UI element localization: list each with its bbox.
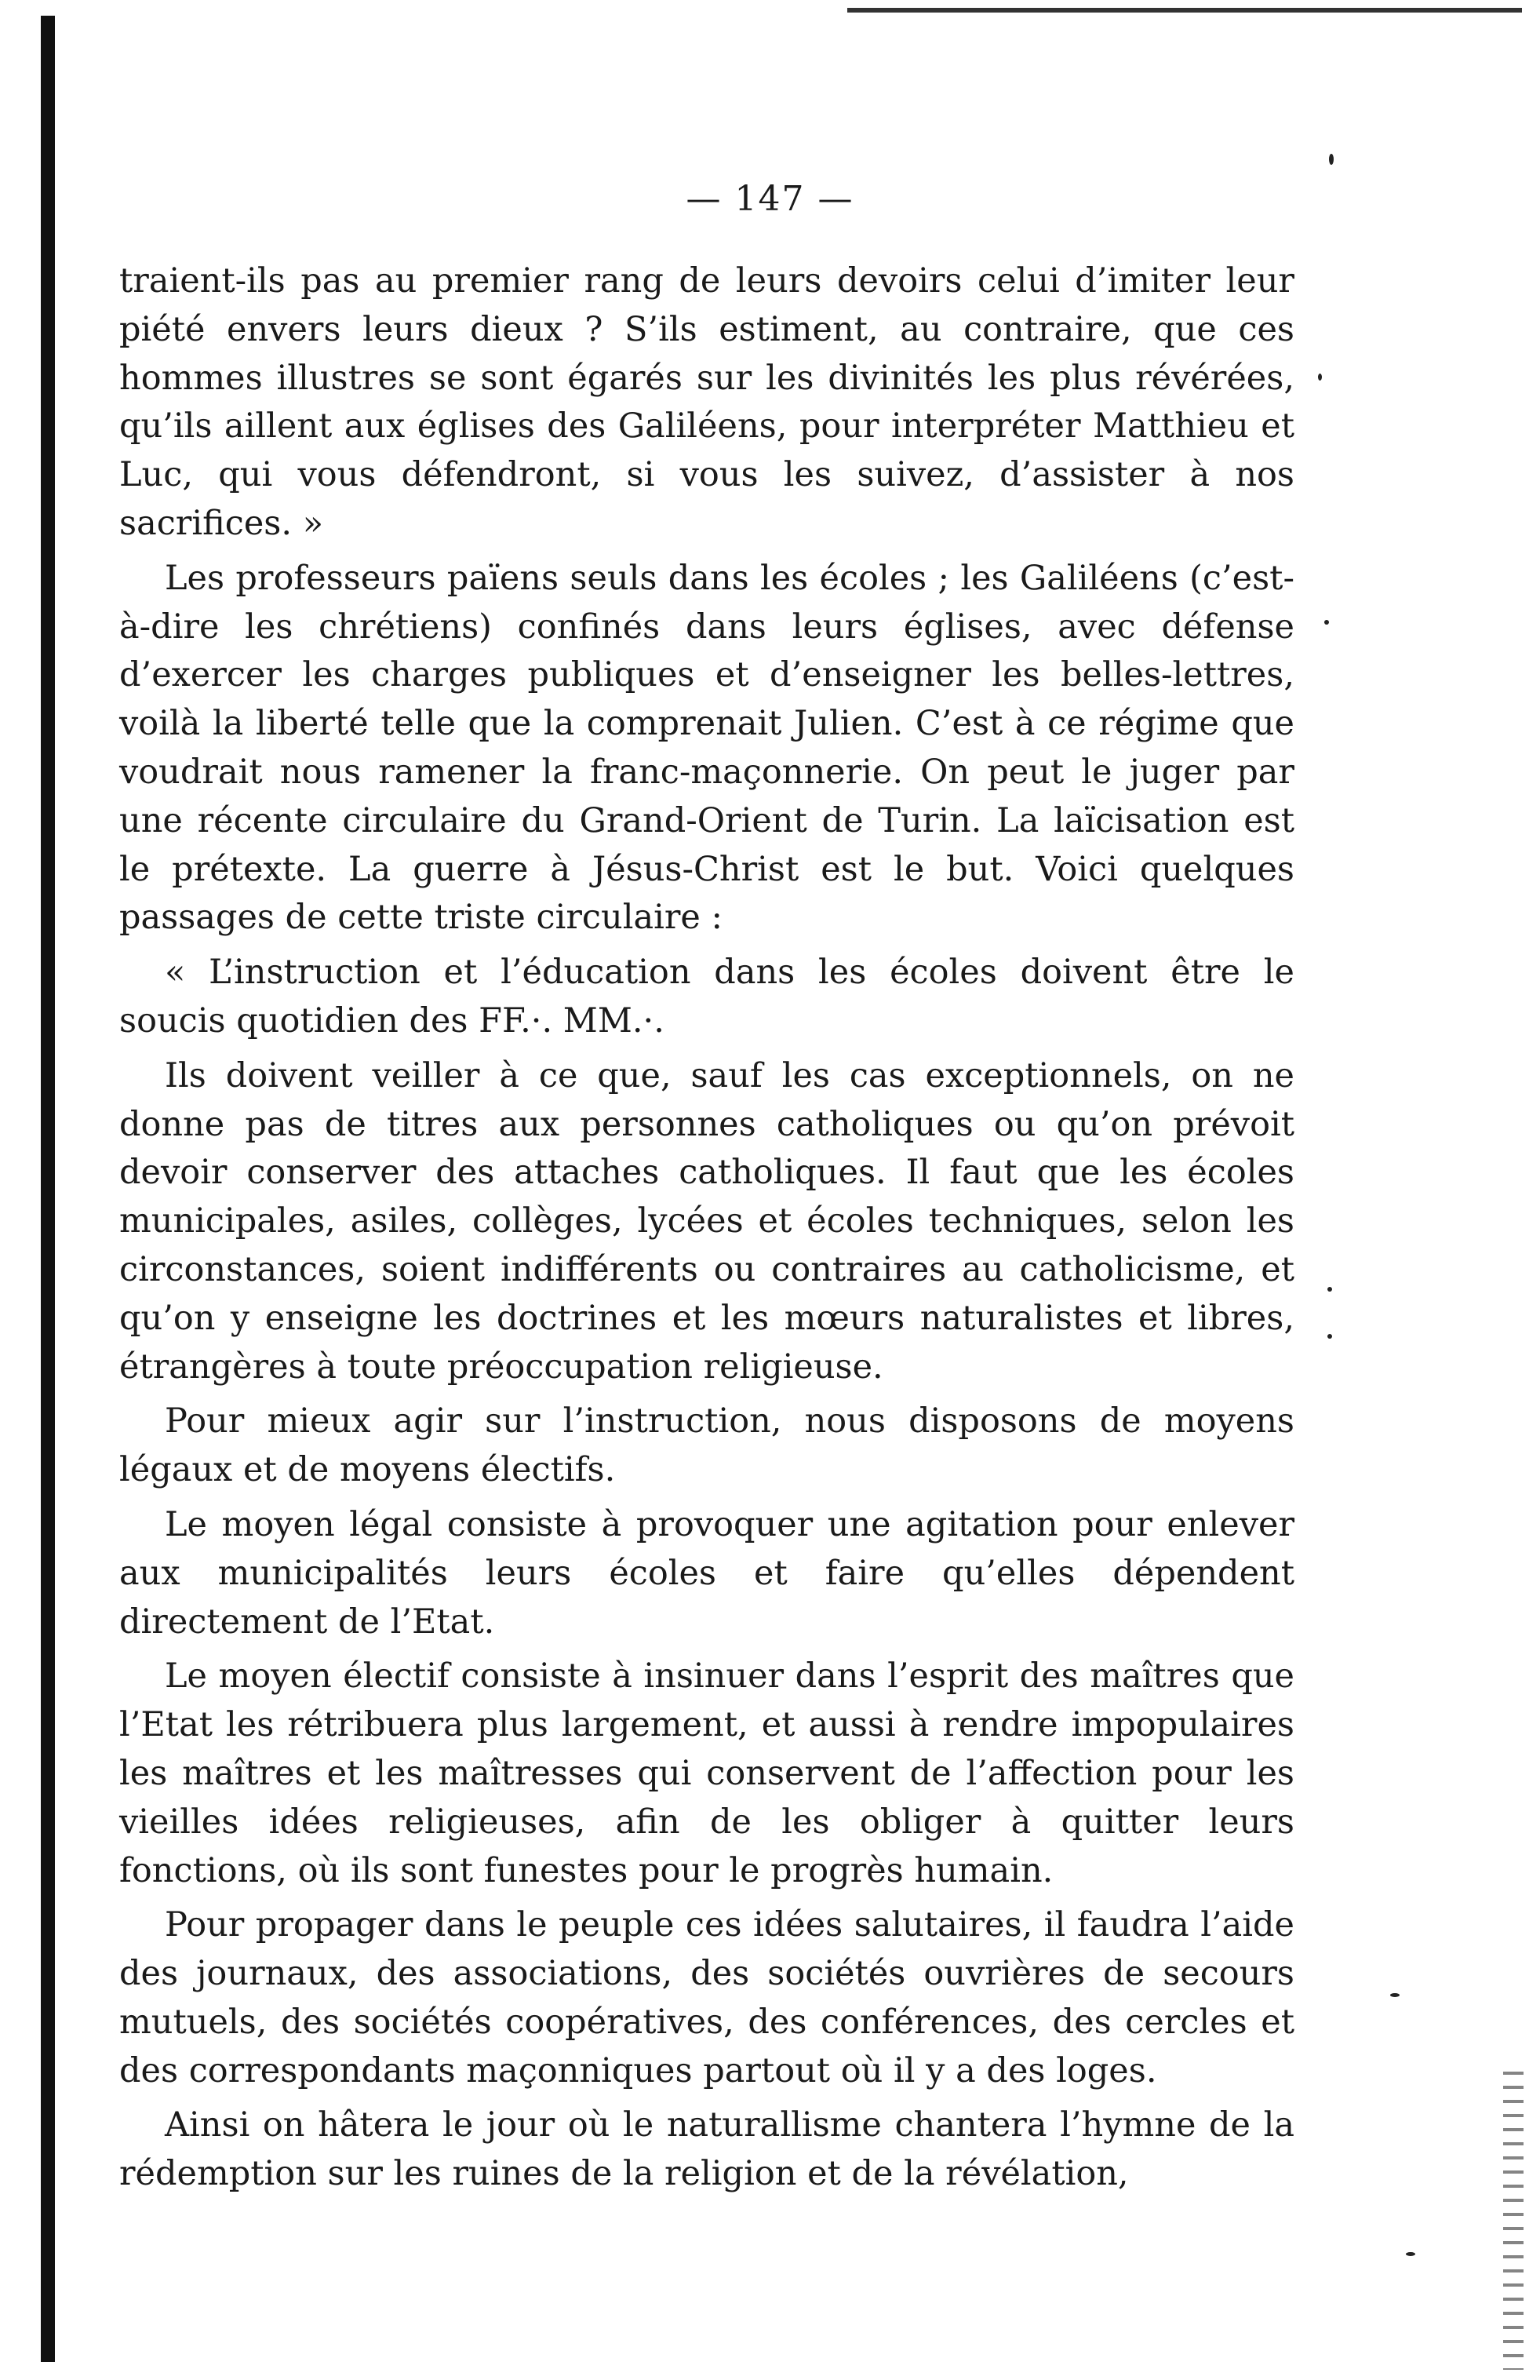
- scan-speck: [1324, 620, 1329, 625]
- paragraph-quote-start: « L’instruction et l’éducation dans les écoles doivent être le soucis quotidien des FF.·. MM.·.: [119, 953, 1294, 1041]
- paragraph: Ils doivent veiller à ce que, sauf les cas exceptionnels, on ne donne pas de titres aux personnes catholiques ou qu’on prévoit devoir conserver des attaches catholiques. Il faut que les écoles municipales, asiles, collèges, lycées et écoles techniques, selon les circonstances, soient indifférents ou contraires au catholicisme, et qu’on y enseigne les doctrines et les mœurs naturalistes et libres, étrangères à toute préoccupation religieuse.: [119, 1055, 1294, 1387]
- paragraph: Pour propager dans le peuple ces idées salutaires, il faudra l’aide des journaux, des associations, des sociétés ouvrières de secours mutuels, des sociétés coopératives, des conférences, des cercles et des correspondants maçonniques partout où il y a des loges.: [119, 1905, 1294, 2090]
- scan-speck: [1327, 1287, 1332, 1292]
- scan-top-rule: [847, 8, 1522, 13]
- scan-speck: [1327, 1334, 1332, 1339]
- scan-speck: [1406, 2252, 1415, 2256]
- scan-speck: [1390, 1993, 1400, 1997]
- paragraph: Pour mieux agir sur l’instruction, nous disposons de moyens légaux et de moyens électifs.: [119, 1401, 1294, 1490]
- scan-speck: [1318, 374, 1322, 381]
- page-binding-edge: [41, 16, 55, 2362]
- page-number: — 147 —: [686, 179, 854, 219]
- paragraph: Le moyen légal consiste à provoquer une agitation pour enlever aux municipalités leurs écoles et faire qu’elles dépendent directement de l’Etat.: [119, 1504, 1294, 1642]
- paragraph: Le moyen électif consiste à insinuer dans l’esprit des maîtres que l’Etat les rétribuera plus largement, et aussi à rendre impopulaires les maîtres et les maîtresses qui conservent de l’affection pour les vieilles idées religieuses, afin de les obliger à quitter leurs fonctions, où ils sont funestes pour le progrès humain.: [119, 1657, 1294, 1890]
- paragraph-continued: traient-ils pas au premier rang de leurs devoirs celui d’imiter leur piété envers leurs dieux ? S’ils estiment, au contraire, que ces hommes illustres se sont égarés sur les divinités les plus révérées, qu’ils aillent aux églises des Galiléens, pour interpréter Matthieu et Luc, qui vous défendront, si vous les suivez, d’assister à nos sacrifices. »: [119, 261, 1294, 543]
- scan-speck: [1329, 154, 1334, 165]
- body-text: [119, 257, 1294, 2205]
- paragraph: Ainsi on hâtera le jour où le naturallisme chantera l’hymne de la rédemption sur les ruines de la religion et de la révélation,: [119, 2105, 1294, 2194]
- paragraph: Les professeurs païens seuls dans les écoles ; les Galiléens (c’est-à-dire les chrétiens) confinés dans leurs églises, avec défense d’exercer les charges publiques et d’enseigner les belles-lettres, voilà la liberté telle que la comprenait Julien. C’est à ce régime que voudrait nous ramener la franc-maçonnerie. On peut le juger par une récente circulaire du Grand-Orient de Turin. La laïcisation est le prétexte. La guerre à Jésus-Christ est le but. Voici quelques passages de cette triste circulaire :: [119, 558, 1294, 938]
- scan-edge-marks: [1503, 2072, 1524, 2370]
